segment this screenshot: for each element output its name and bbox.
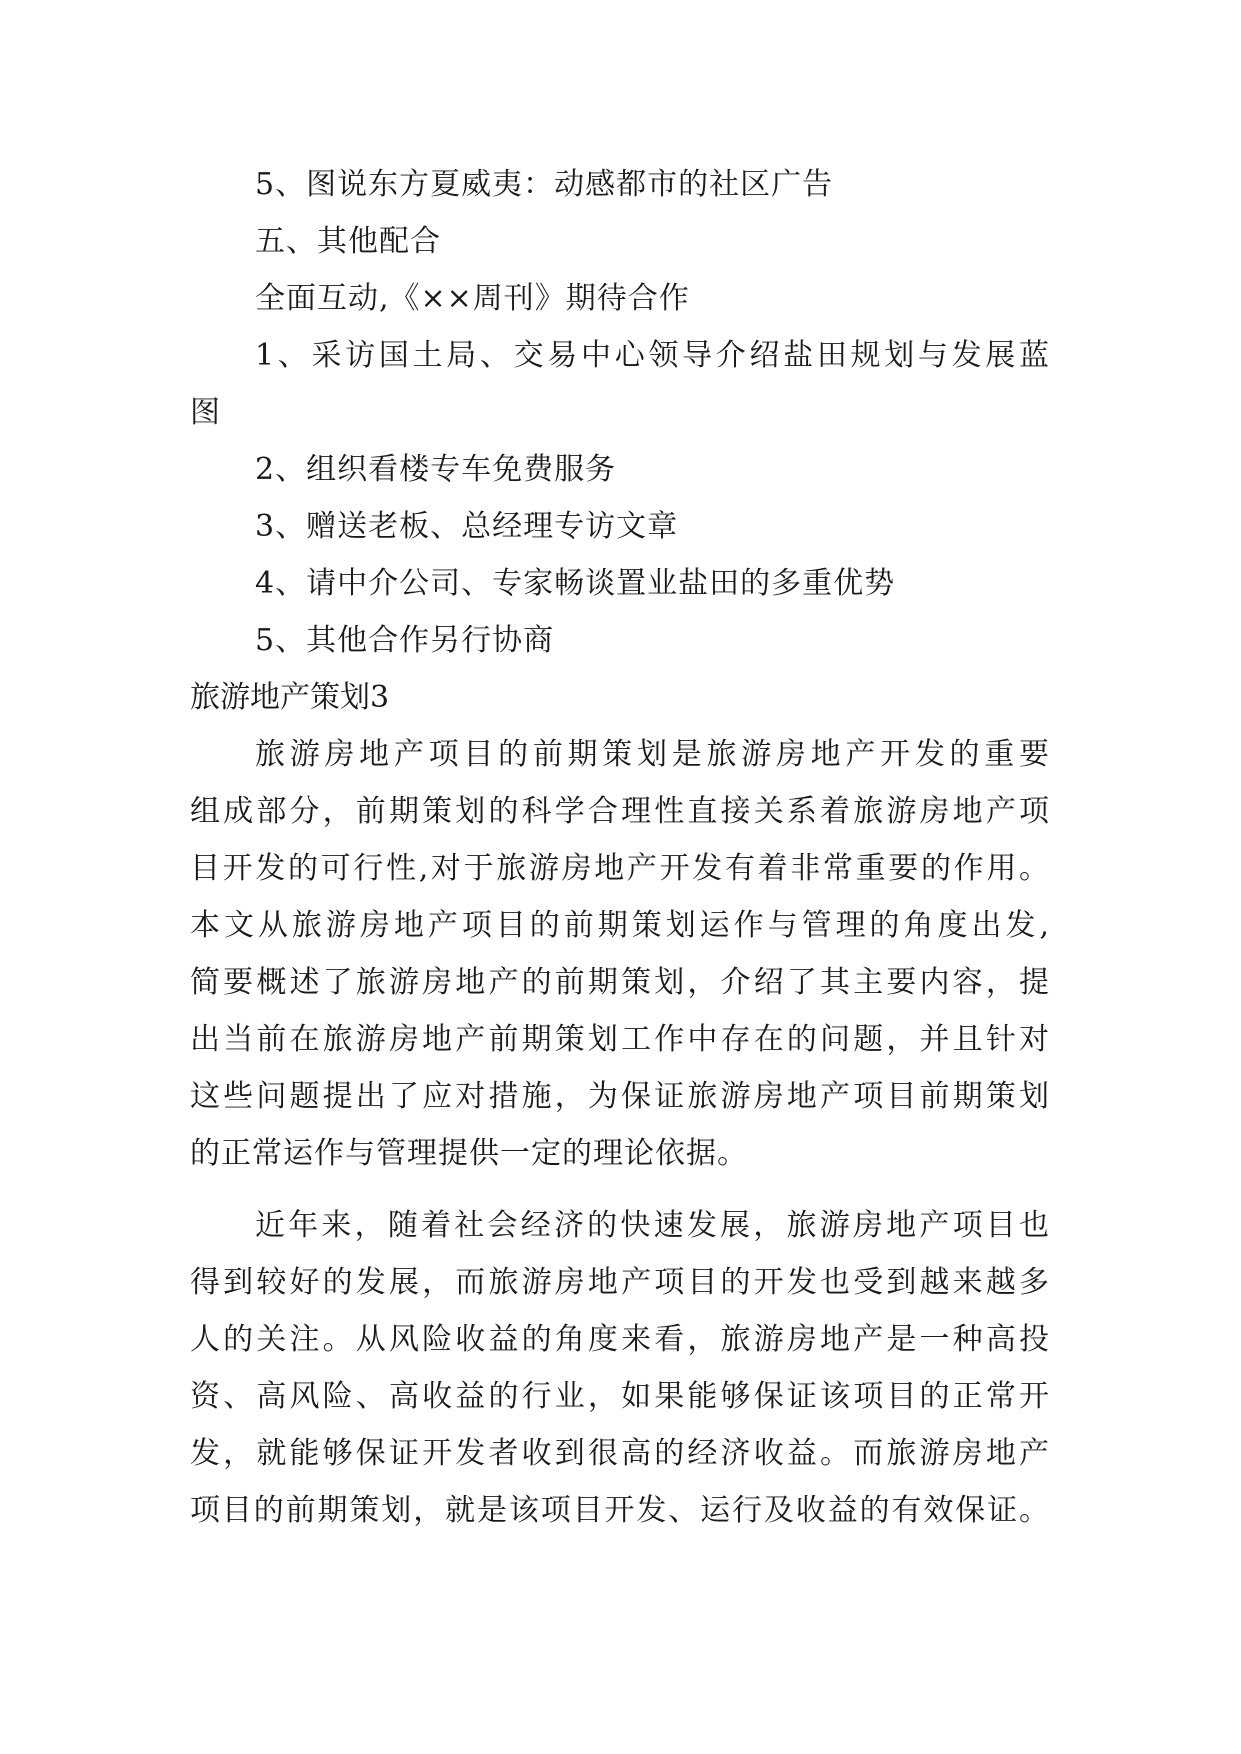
paragraph-line: 项目的前期策划，就是该项目开发、运行及收益的有效保证。 — [190, 1493, 1050, 1528]
paragraph-line: 出当前在旅游房地产前期策划工作中存在的问题，并且针对 — [190, 1022, 1050, 1057]
section-title: 五、其他配合 — [255, 224, 441, 259]
coop-item-2: 2、组织看楼专车免费服务 — [255, 452, 617, 487]
paragraph-line: 人的关注。从风险收益的角度来看，旅游房地产是一种高投 — [190, 1322, 1050, 1357]
coop-item-4: 4、请中介公司、专家畅谈置业盐田的多重优势 — [255, 566, 896, 601]
paragraph-line: 简要概述了旅游房地产的前期策划，介绍了其主要内容，提 — [190, 965, 1050, 1000]
paragraph-line: 的正常运作与管理提供一定的理论依据。 — [190, 1136, 748, 1171]
paragraph-line: 这些问题提出了应对措施，为保证旅游房地产项目前期策划 — [190, 1079, 1050, 1114]
coop-item-5: 5、其他合作另行协商 — [255, 623, 555, 658]
outline-item-community-ads: 5、图说东方夏威夷：动感都市的社区广告 — [255, 167, 834, 202]
coop-item-1-continued: 图 — [190, 395, 221, 430]
paragraph-line: 旅游房地产项目的前期策划是旅游房地产开发的重要 — [255, 737, 1050, 772]
section-subtitle: 全面互动,《××周刊》期待合作 — [255, 281, 690, 316]
article-title: 旅游地产策划3 — [190, 680, 390, 715]
paragraph-line: 得到较好的发展，而旅游房地产项目的开发也受到越来越多 — [190, 1265, 1050, 1300]
paragraph-line: 本文从旅游房地产项目的前期策划运作与管理的角度出发, — [190, 908, 1050, 943]
paragraph-line: 目开发的可行性,对于旅游房地产开发有着非常重要的作用。 — [190, 851, 1050, 886]
coop-item-3: 3、赠送老板、总经理专访文章 — [255, 509, 679, 544]
paragraph-line: 资、高风险、高收益的行业，如果能够保证该项目的正常开 — [190, 1379, 1050, 1414]
coop-item-1: 1、采访国土局、交易中心领导介绍盐田规划与发展蓝 — [255, 338, 1050, 373]
paragraph-line: 组成部分，前期策划的科学合理性直接关系着旅游房地产项 — [190, 794, 1050, 829]
paragraph-line: 近年来，随着社会经济的快速发展，旅游房地产项目也 — [255, 1208, 1050, 1243]
paragraph-line: 发，就能够保证开发者收到很高的经济收益。而旅游房地产 — [190, 1436, 1050, 1471]
